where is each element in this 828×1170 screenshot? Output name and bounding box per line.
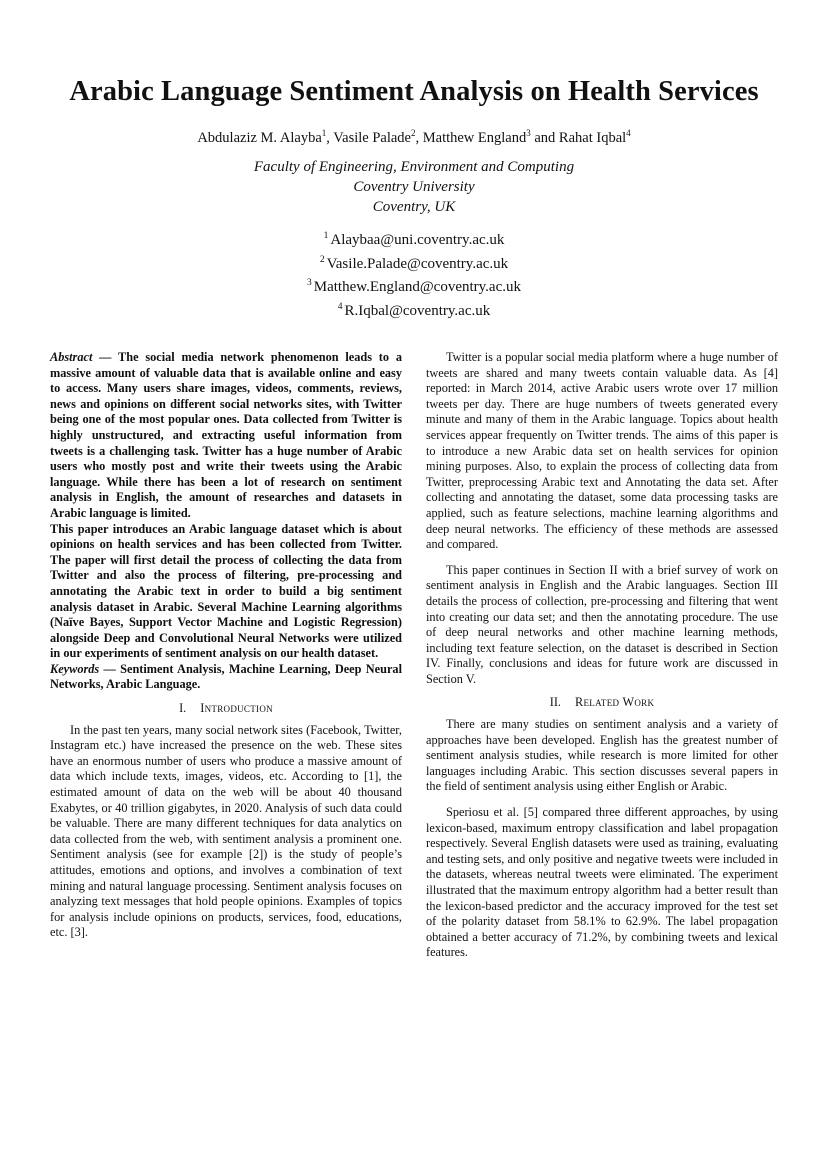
- email-marker: 1: [323, 231, 329, 241]
- email-marker: 3: [307, 278, 312, 288]
- email-line: [0, 251, 828, 275]
- section-title: Related Work: [575, 695, 655, 710]
- author-separator: and: [530, 129, 559, 146]
- affiliation-line: Coventry, UK: [372, 199, 456, 215]
- abstract-paragraph: [50, 350, 402, 522]
- author-separator: ,: [326, 129, 334, 146]
- email-address[interactable]: Matthew.England@coventry.ac.uk: [313, 279, 521, 295]
- paper-title: Arabic Language Sentiment Analysis on Health Services: [69, 76, 759, 107]
- section-numeral: I.: [179, 701, 187, 716]
- abstract-text: The social media network phenomenon leads to a massive amount of valuable data that is available online and easy to access. Many users share images, videos, comments, reviews, news and opinions on different social networks sites, with Twitter being one of the most popular ones. Data collected from Twitter is highly unstructured, and extracting useful information from tweets is a challenging task. Twitter has a huge number of Arabic users who mostly post and write their tweets using the Arabic language. While there has been a lot of research on sentiment analysis in English, the amount of researches and datasets in Arabic language is limited.: [50, 350, 402, 520]
- left-column: [50, 350, 402, 941]
- author-affiliation-marker: 4: [626, 128, 631, 138]
- author-name: Abdulaziz M. Alayba: [197, 129, 322, 146]
- body-paragraph: Speriosu et al. [5] compared three different approaches, by using lexicon-based, maximum entropy classification and label propagation respectively. Several English datasets were used as training, evaluating and testing sets, and only positive and negative tweets were included in the datasets, whereas neutral tweets were eliminated. The experiment illustrated that the maximum entropy algorithm had a better result than the lexicon-based predictor and the accuracy improved for the test set of the polarity dataset from 58.1% to 62.9%. The label propagation obtained a better accuracy of 71.2%, by combining tweets and lexical features.: [426, 805, 778, 960]
- body-paragraph: In the past ten years, many social network sites (Facebook, Twitter, Instagram etc.) have increased the presence on the web. These sites have an enormous number of users who produce a massive amount of data which include texts, images, videos, etc. According to [1], the estimated amount of data on the web will be about 40 thousand Exabytes, or 40 trillion gigabytes, in 2020. Analysis of such data could be valuable. There are many different techniques for data analytics on data collected from the web, with sentiment analysis a prominent one. Sentiment analysis (see for example [2]) is the study of people’s attitudes, emotions and options, and involves a combination of text mining and natural language processing. Sentiment analysis focuses on analyzing text messages that hold people opinions. Examples of topics for analysis include opinions on products, services, food, educations, etc. [3].: [50, 722, 402, 940]
- email-marker: 2: [319, 254, 325, 265]
- email-marker: 4: [337, 301, 343, 312]
- keywords-text: Sentiment Analysis, Machine Learning, Deep Neural Networks, Arabic Language.: [50, 661, 402, 692]
- author-name: Vasile Palade: [333, 129, 411, 146]
- author-name: Matthew England: [422, 129, 527, 146]
- section-heading-introduction: [50, 701, 402, 717]
- body-paragraph: Twitter is a popular social media platform where a huge number of tweets are shared and many tweets contain valuable data. As [4] reported: in March 2014, active Arabic users wrote over 17 million tweets per day. There are huge numbers of tweets generated every minute and many of them in the Arabic language. Topics about health services appear frequently on Twitter trends. The aims of this paper is to introduce a new Arabic data set on health services for opinion mining purposes. Also, to explain the process of collecting data from Twitter, preprocessing Arabic text and Annotating the data set. After collecting and annotating the dataset, some data processing tasks are applied, such as feature selections, machine learning algorithms and deep neural networks. The efficiency of these methods are assessed and compared.: [426, 350, 778, 552]
- email-line: [0, 274, 828, 298]
- body-paragraph: There are many studies on sentiment analysis and a variety of approaches have been developed. English has the greatest number of sentiment analysis studies, while research is more limited for other languages including Arabic. This section discusses several papers in the field of sentiment analysis using either English or Arabic.: [426, 717, 778, 794]
- keywords-label: Keywords: [50, 661, 100, 676]
- email-line: [0, 227, 828, 251]
- email-address[interactable]: Vasile.Palade@coventry.ac.uk: [326, 255, 509, 272]
- abstract-dash: —: [92, 350, 119, 364]
- keywords-dash: —: [99, 661, 121, 676]
- right-column: [426, 350, 778, 961]
- author-separator: ,: [415, 129, 423, 146]
- affiliation-line: Faculty of Engineering, Environment and Computing: [253, 159, 575, 175]
- section-numeral: II.: [549, 695, 561, 710]
- abstract-paragraph-2: This paper introduces an Arabic language dataset which is about opinions on health services and has been collected from Twitter. The paper will first detail the process of collecting the data from Twitter and also the process of filtering, pre-processing and annotating the Arabic text in order to build a big sentiment analysis dataset in Arabic. Several Machine Learning algorithms (Naïve Bayes, Support Vector Machine and Logistic Regression) alongside Deep and Convolutional Neural Networks were utilized in our experiments of sentiment analysis on our health dataset.: [50, 521, 402, 661]
- author-affiliation-marker: 3: [526, 128, 531, 138]
- keywords-paragraph: [50, 662, 402, 693]
- abstract-label: Abstract: [50, 350, 93, 364]
- email-address[interactable]: R.Iqbal@coventry.ac.uk: [344, 302, 491, 319]
- email-block: [0, 227, 828, 321]
- section-heading-related-work: [426, 695, 778, 711]
- author-list: [0, 128, 828, 147]
- body-paragraph: This paper continues in Section II with a brief survey of work on sentiment analysis in English and the Arabic languages. Section III details the process of collection, pre-processing and filtering that went into creating our data set; and then the annotating procedure. The use of deep neural networks and other machine learning methods, including text feature selection, on the dataset is described in Section IV. Finally, conclusions and ideas for future work are discussed in Section V.: [426, 562, 778, 686]
- email-line: [0, 298, 828, 322]
- affiliation-line: Coventry University: [353, 179, 475, 195]
- email-address[interactable]: Alaybaa@uni.coventry.ac.uk: [330, 232, 505, 248]
- author-affiliation-marker: 1: [321, 128, 327, 138]
- author-name: Rahat Iqbal: [558, 129, 627, 146]
- affiliation-block: [0, 157, 828, 217]
- author-affiliation-marker: 2: [410, 128, 416, 138]
- section-title: Introduction: [200, 701, 273, 716]
